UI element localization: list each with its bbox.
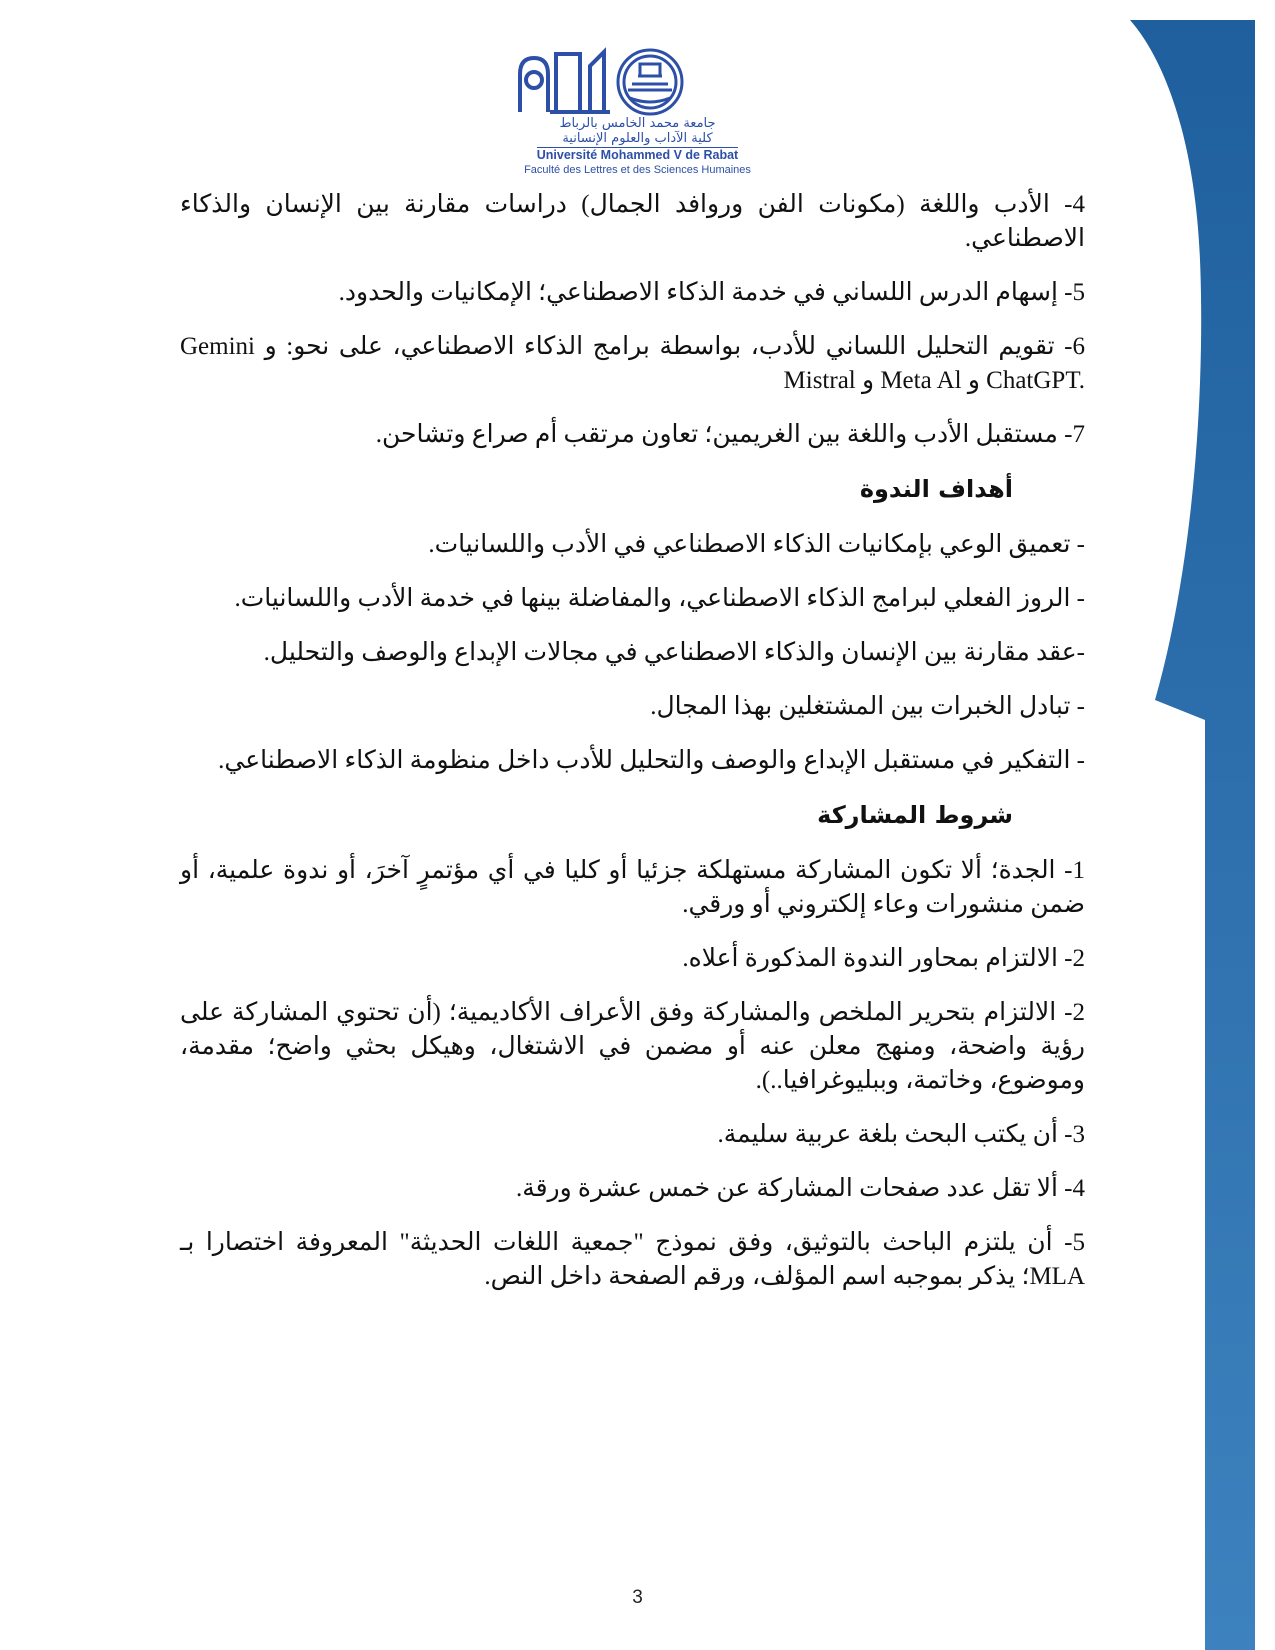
condition-item: 3- أن يكتب البحث بلغة عربية سليمة. — [717, 1121, 1085, 1148]
logo-text-arabic-faculty: كلية الآداب والعلوم الإنسانية — [562, 131, 713, 146]
logo-text-arabic-university: جامعة محمد الخامس بالرباط — [559, 116, 716, 131]
axis-item-5: 5- إسهام الدرس اللساني في خدمة الذكاء الاصطناعي؛ الإمكانيات والحدود. — [338, 279, 1085, 306]
condition-item: 5- أن يلتزم الباحث بالتوثيق، وفق نموذج "جمعية اللغات الحديثة" المعروفة اختصارا بـ MLA؛ يذكر بموجبه اسم المؤلف، ورقم الصفحة داخل النص. — [180, 1229, 1085, 1290]
document-body — [180, 188, 1085, 1314]
objective-item: - التفكير في مستقبل الإبداع والوصف والتحليل للأدب داخل منظومة الذكاء الاصطناعي. — [218, 747, 1085, 774]
condition-item: 1- الجدة؛ ألا تكون المشاركة مستهلكة جزئيا أو كليا في أي مؤتمرٍ آخرَ، أو ندوة علمية، أو ضمن منشورات وعاء إلكتروني أو ورقي. — [180, 857, 1085, 918]
axis-item-6 — [180, 330, 1085, 398]
objective-item: - تعميق الوعي بإمكانيات الذكاء الاصطناعي في الأدب واللسانيات. — [428, 531, 1085, 558]
objective-item: -عقد مقارنة بين الإنسان والذكاء الاصطناعي في مجالات الإبداع والوصف والتحليل. — [263, 639, 1085, 666]
university-logo — [500, 44, 775, 176]
university-emblem-icon — [500, 44, 775, 116]
condition-item: 2- الالتزام بتحرير الملخص والمشاركة وفق الأعراف الأكاديمية؛ (أن تحتوي المشاركة على رؤية واضحة، ومنهج معلن عنه أو مضمن في الاشتغال، وهيكل بحثي واضح؛ مقدمة، وموضوع، وخاتمة، وببليوغرافيا..). — [180, 999, 1085, 1094]
objective-item: - الروز الفعلي لبرامج الذكاء الاصطناعي، والمفاضلة بينها في خدمة الأدب واللسانيات. — [234, 585, 1085, 612]
condition-item: 4- ألا تقل عدد صفحات المشاركة عن خمس عشرة ورقة. — [515, 1175, 1085, 1202]
logo-text-french-faculty: Faculté des Lettres et des Sciences Humaines — [524, 164, 751, 176]
axis-item-6-text: 6- تقويم التحليل اللساني للأدب، بواسطة برامج الذكاء الاصطناعي، على نحو: — [276, 333, 1085, 360]
objective-item: - تبادل الخبرات بين المشتغلين بهذا المجال. — [650, 693, 1085, 720]
condition-item: 2- الالتزام بمحاور الندوة المذكورة أعلاه. — [682, 945, 1085, 972]
side-decorative-band — [1055, 0, 1275, 1650]
band-curve-shape — [1130, 20, 1255, 1650]
axis-item-6-tools: Gemini و Mistral و Meta Al و ChatGPT. — [180, 333, 1085, 394]
logo-text-french-university: Université Mohammed V de Rabat — [536, 148, 739, 162]
axis-item-4: 4- الأدب واللغة (مكونات الفن وروافد الجمال) دراسات مقارنة بين الإنسان والذكاء الاصطناعي. — [180, 191, 1085, 252]
axis-item-7: 7- مستقبل الأدب واللغة بين الغريمين؛ تعاون مرتقب أم صراع وتشاحن. — [375, 421, 1085, 448]
conditions-heading: شروط المشاركة — [817, 801, 1013, 829]
objectives-heading: أهداف الندوة — [859, 475, 1013, 503]
page-number: 3 — [632, 1587, 643, 1608]
